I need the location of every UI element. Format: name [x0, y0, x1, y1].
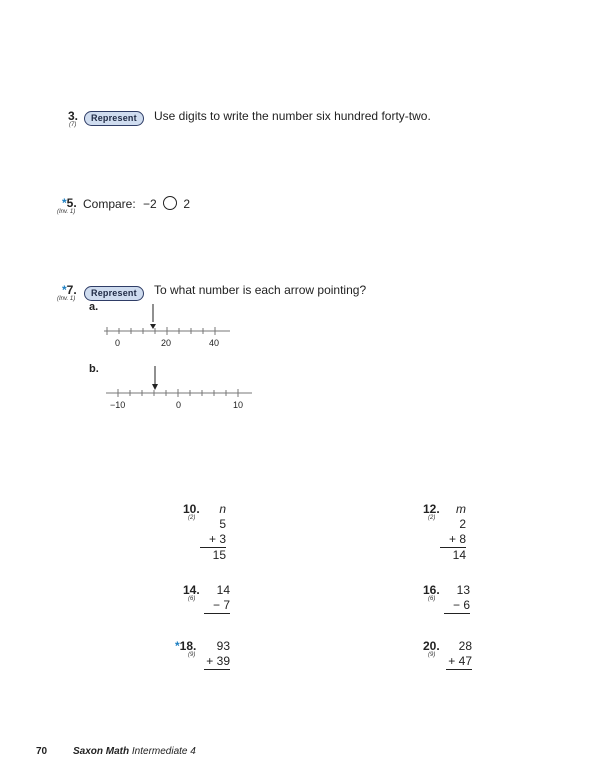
- column-line: 15: [212, 548, 226, 562]
- problem-7-text: To what number is each arrow pointing?: [154, 283, 367, 297]
- part-b-label: b.: [89, 363, 99, 375]
- column-line: + 8: [440, 532, 466, 548]
- problem-14-ref: (6): [188, 596, 196, 602]
- number-text: 7.: [66, 283, 77, 297]
- column-line: 14: [216, 583, 230, 597]
- problem-3-ref: (7): [69, 122, 77, 128]
- problem-5-number: [62, 196, 77, 210]
- tick-label-b-2: 10: [233, 400, 244, 410]
- column-line: m: [456, 502, 466, 516]
- tick-label-a-1: 20: [161, 338, 172, 348]
- problem-7-number: [62, 283, 77, 297]
- column-line: + 39: [204, 654, 230, 670]
- tick-label-b-0: −10: [110, 400, 126, 410]
- problem-10-number: 10.: [183, 502, 200, 516]
- problem-5-ref: (Inv. 1): [57, 209, 76, 215]
- problem-16-ref: (6): [428, 596, 436, 602]
- column-line: 13: [456, 583, 470, 597]
- compare-right: 2: [183, 197, 191, 211]
- star-mark: *: [62, 283, 67, 297]
- number-line-a: [100, 302, 240, 342]
- column-line: 93: [216, 639, 230, 653]
- problem-7-ref: (Inv. 1): [57, 296, 76, 302]
- arrow-b-head: [152, 384, 158, 390]
- problem-16-number: 16.: [423, 583, 440, 597]
- problem-12-ref: (2): [428, 515, 436, 521]
- book-series: Saxon Math: [73, 746, 130, 757]
- column-line: + 47: [446, 654, 472, 670]
- column-line: 2: [459, 517, 466, 531]
- column-line: − 6: [444, 598, 470, 614]
- problem-10-ref: (2): [188, 515, 196, 521]
- column-line: n: [219, 502, 226, 516]
- tick-label-a-2: 40: [209, 338, 220, 348]
- problem-20-number: 20.: [423, 639, 440, 653]
- problem-18-column: [204, 639, 230, 670]
- problem-12-number: 12.: [423, 502, 440, 516]
- compare-left: −2: [143, 197, 157, 211]
- problem-7-represent-badge: [84, 283, 144, 301]
- part-a-label: a.: [89, 301, 99, 313]
- compare-circle: [163, 196, 177, 210]
- problem-18-number: [175, 639, 196, 653]
- number-text: 18.: [179, 639, 197, 653]
- badge-label: Represent: [84, 111, 144, 126]
- problem-16-column: [444, 583, 470, 614]
- column-line: 28: [458, 639, 472, 653]
- badge-label: Represent: [84, 286, 144, 301]
- problem-3-number: 3.: [68, 109, 79, 123]
- column-line: 14: [452, 548, 466, 562]
- compare-label: Compare:: [83, 197, 136, 211]
- problem-20-ref: (9): [428, 652, 436, 658]
- number-line-b: [100, 364, 260, 404]
- star-mark: *: [62, 196, 67, 210]
- column-line: 5: [219, 517, 226, 531]
- number-text: 5.: [66, 196, 77, 210]
- column-line: − 7: [204, 598, 230, 614]
- problem-12-column: [440, 502, 466, 563]
- tick-label-b-1: 0: [176, 400, 182, 410]
- problem-10-column: [200, 502, 226, 563]
- star-mark: *: [175, 639, 180, 653]
- column-line: + 3: [200, 532, 226, 548]
- book-title: [73, 746, 196, 757]
- page-number: 70: [36, 746, 48, 757]
- problem-14-column: [204, 583, 230, 614]
- problem-3-represent-badge: [84, 108, 144, 126]
- problem-14-number: 14.: [183, 583, 200, 597]
- problem-5-compare: [83, 196, 190, 211]
- problem-3-text: Use digits to write the number six hundred forty-two.: [154, 109, 431, 123]
- tick-label-a-0: 0: [115, 338, 121, 348]
- book-level: Intermediate 4: [131, 746, 196, 757]
- problem-18-ref: (9): [188, 652, 196, 658]
- problem-20-column: [446, 639, 472, 670]
